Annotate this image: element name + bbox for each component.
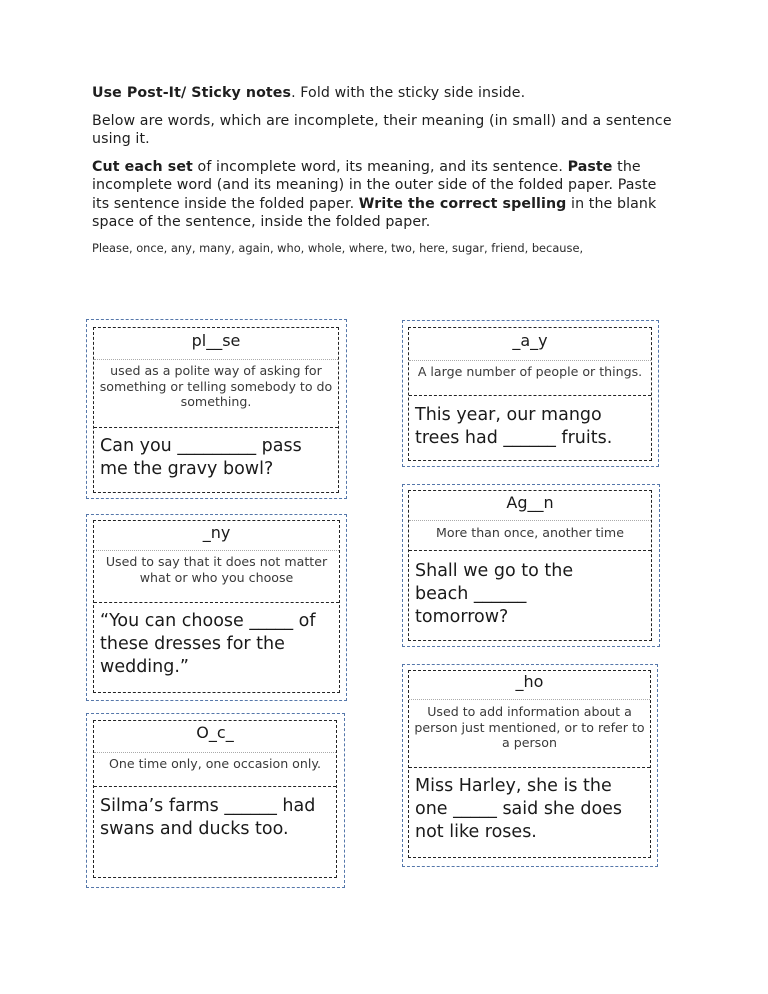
example-sentence: Silma’s farms ______ had swans and ducks too. [100,796,316,839]
word-meaning: A large number of people or things. [417,364,643,379]
example-sentence: Can you _________ pass me the gravy bowl? [100,436,302,479]
card-inner-again [408,490,652,641]
fold-line [409,360,651,361]
cut-line [409,550,651,551]
word-meaning: One time only, one occasion only. [108,756,322,771]
incomplete-word: Ag__n [506,493,554,512]
instruction-sticky-notes [92,84,677,103]
instruction-text: in the blank space of the sentence, inside the folded paper. [92,195,657,230]
word-meaning: More than once, another time [436,525,624,540]
instructions [92,84,677,256]
cut-line [409,395,651,396]
fold-line [94,359,338,360]
instruction-bold: Write the correct spelling [358,195,567,212]
instruction-bold: Paste [567,158,613,175]
word-list: Please, once, any, many, again, who, whole, where, two, here, sugar, friend, because, [92,240,584,255]
cut-line [94,602,339,603]
example-sentence: Miss Harley, she is the one _____ said she does not like roses. [415,776,623,842]
instruction-text: . Fold with the sticky side inside. [291,85,526,101]
fold-line [409,699,650,700]
instruction-text: of incomplete word, its meaning, and its sentence. [192,158,568,175]
fold-line [94,752,336,753]
fold-line [409,520,651,521]
card-inner-many [408,327,652,461]
example-sentence: This year, our mango trees had ______ fruits. [415,405,613,448]
cut-line [94,786,336,787]
example-sentence: Shall we go to the beach ______ tomorrow? [415,561,574,627]
cut-line [94,427,338,428]
word-meaning: Used to say that it does not matter what or who you choose [105,554,328,585]
instruction-text: the incomplete word (and its meaning) in the outer side of the folded paper. Paste its sentence inside the folded paper. [92,158,657,212]
card-inner-who [408,670,651,858]
instruction-description: Below are words, which are incomplete, their meaning (in small) and a sentence using it. [92,112,672,147]
incomplete-word: _a_y [512,331,548,350]
card-inner-please [93,327,339,493]
card-inner-once [93,720,337,878]
fold-line [94,550,339,551]
incomplete-word: _ny [202,523,231,542]
example-sentence: “You can choose _____ of these dresses for the wedding.” [100,611,316,677]
word-meaning: used as a polite way of asking for something or telling somebody to do something. [99,363,333,410]
word-meaning: Used to add information about a person just mentioned, or to refer to a person [414,704,645,751]
cut-line [409,767,650,768]
incomplete-word: pl__se [191,331,241,350]
card-inner-any [93,520,340,693]
incomplete-word: O_c_ [196,723,234,742]
instruction-steps [92,158,677,232]
instruction-bold: Use Post-It/ Sticky notes [92,85,292,101]
incomplete-word: _ho [515,672,544,691]
instruction-bold: Cut each set [92,158,193,175]
